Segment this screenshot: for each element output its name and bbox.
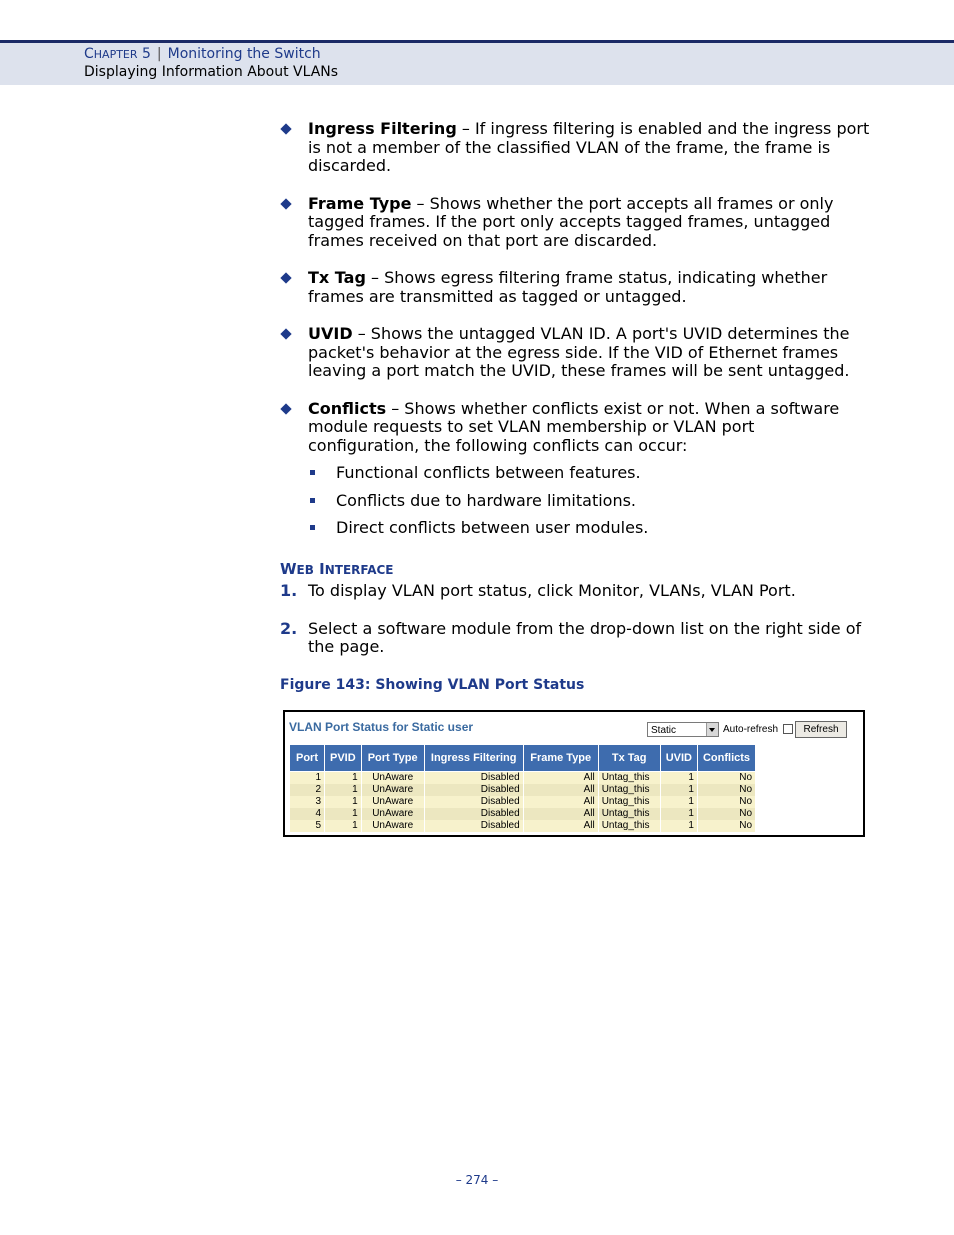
module-select-value: Static <box>651 725 677 736</box>
vlan-port-table <box>289 744 756 832</box>
bullet-tx-tag <box>280 269 870 306</box>
square-bullet-icon <box>310 498 315 503</box>
bullet-text: – Shows the untagged VLAN ID. A port's UVID determines the packet's behavior at the egress side. If the VID of Ethernet frames leaving a port match the UVID, these frames will be sent untagged. <box>308 324 850 380</box>
step-1 <box>280 582 870 601</box>
col-tx-tag: Tx Tag <box>598 745 660 772</box>
col-ingress-filtering: Ingress Filtering <box>424 745 523 772</box>
table-row: 1 1 UnAware Disabled All Untag_this 1 No <box>290 772 756 785</box>
table-row: 4 1 UnAware Disabled All Untag_this 1 No <box>290 808 756 820</box>
step-number: 2. <box>280 618 298 638</box>
step-2 <box>280 620 870 657</box>
bullet-conflicts <box>280 400 870 538</box>
bullet-uvid <box>280 325 870 381</box>
bullet-term: Frame Type <box>308 193 412 213</box>
col-port-type: Port Type <box>361 745 424 772</box>
square-bullet-icon <box>310 525 315 530</box>
chapter-title: Monitoring the Switch <box>167 46 321 62</box>
step-text: To display VLAN port status, click Monitor, VLANs, VLAN Port. <box>308 581 796 600</box>
page-number: – 274 – <box>455 1173 499 1187</box>
col-uvid: UVID <box>660 745 697 772</box>
bullet-text: – Shows whether the port accepts all frames or only tagged frames. If the port only accepts tagged frames, untagged frames received on that port are discarded. <box>308 193 834 250</box>
chapter-line <box>84 46 321 62</box>
bullet-text: – Shows egress filtering frame status, indicating whether frames are transmitted as tagged or untagged. <box>308 268 828 306</box>
body-content <box>280 120 870 694</box>
diamond-bullet-icon <box>280 328 291 339</box>
figure-caption: Figure 143: Showing VLAN Port Status <box>280 676 585 693</box>
table-header-row <box>290 745 756 772</box>
bullet-text: – If ingress filtering is enabled and the ingress port is not a member of the classified VLAN of the frame, the frame is discarded. <box>308 119 870 175</box>
diamond-bullet-icon <box>280 403 291 414</box>
bullet-term: Ingress Filtering <box>308 119 457 138</box>
col-port: Port <box>290 745 325 772</box>
col-conflicts: Conflicts <box>697 745 755 772</box>
sub-bullet: Conflicts due to hardware limitations. <box>280 492 870 511</box>
refresh-button[interactable]: Refresh <box>795 721 847 738</box>
bullet-text: – Shows whether conflicts exist or not. When a software module requests to set VLAN membership or VLAN port configuration, the following conflicts can occur: <box>308 398 840 455</box>
auto-refresh-checkbox[interactable] <box>783 724 793 734</box>
vlan-port-status-screenshot <box>283 710 865 837</box>
step-number: 1. <box>280 581 298 600</box>
diamond-bullet-icon <box>280 198 291 209</box>
step-text: Select a software module from the drop-down list on the right side of the page. <box>308 618 862 656</box>
bullet-term: Tx Tag <box>308 268 366 287</box>
bullet-term: UVID <box>308 324 353 343</box>
diamond-bullet-icon <box>280 272 291 283</box>
sub-bullet: Functional conflicts between features. <box>280 464 870 483</box>
dropdown-arrow-icon[interactable] <box>706 723 718 736</box>
sub-bullet: Direct conflicts between user modules. <box>280 519 870 538</box>
header-separator: | <box>156 46 162 62</box>
module-select[interactable] <box>647 722 719 737</box>
col-pvid: PVID <box>325 745 362 772</box>
chapter-label: CHAPTER 5 <box>84 46 151 62</box>
table-row: 2 1 UnAware Disabled All Untag_this 1 No <box>290 784 756 796</box>
section-title: Displaying Information About VLANs <box>84 64 339 80</box>
bullet-frame-type <box>280 195 870 251</box>
diamond-bullet-icon <box>280 123 291 134</box>
web-interface-heading: WEB INTERFACE <box>280 559 394 578</box>
bullet-ingress-filtering <box>280 120 870 176</box>
table-row: 3 1 UnAware Disabled All Untag_this 1 No <box>290 796 756 808</box>
auto-refresh-label: Auto-refresh <box>723 724 779 735</box>
square-bullet-icon <box>310 470 315 475</box>
col-frame-type: Frame Type <box>523 745 598 772</box>
screenshot-title: VLAN Port Status for Static user <box>289 720 474 734</box>
running-header <box>0 43 954 85</box>
table-row: 5 1 UnAware Disabled All Untag_this 1 No <box>290 820 756 832</box>
bullet-term: Conflicts <box>308 398 387 418</box>
